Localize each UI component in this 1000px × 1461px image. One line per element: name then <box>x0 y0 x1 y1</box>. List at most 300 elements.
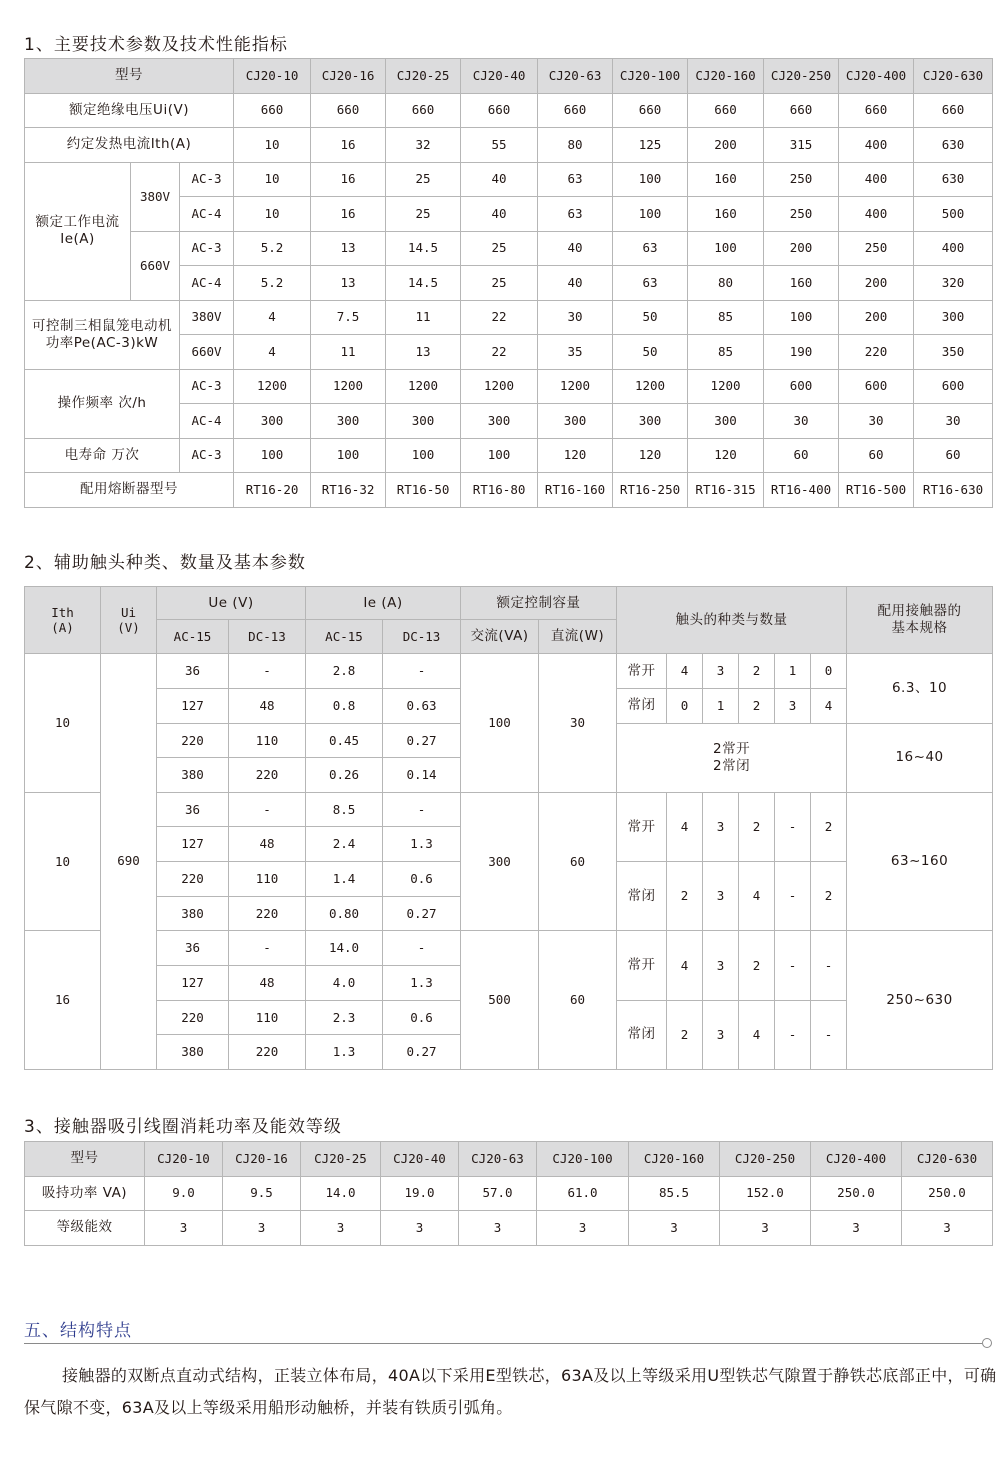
t1-cell: 85 <box>688 335 764 370</box>
t2-nc-label: 常闭 <box>617 688 667 723</box>
t1-cell: 30 <box>764 404 839 439</box>
t2-cell: 36 <box>157 792 229 827</box>
t2-cell: 2 <box>667 862 703 931</box>
t2-cell: 0.8 <box>306 688 383 723</box>
structure-paragraph: 接触器的双断点直动式结构，正装立体布局，40A以下采用E型铁芯，63A及以上等级采用U型铁芯气隙置于静铁芯底部正中，可确保气隙不变，63A及以上等级采用船形动触桥，并装有铁质引弧角。 <box>24 1366 997 1417</box>
t1-cell: RT16-20 <box>234 473 311 508</box>
t1-model: CJ20-400 <box>839 59 914 94</box>
t2-cell: 0.6 <box>383 862 461 897</box>
t2-cell: 0.63 <box>383 688 461 723</box>
t1-cell: 400 <box>839 128 914 163</box>
t2-no-label: 常开 <box>617 931 667 1000</box>
divider-end-dot <box>982 1338 992 1348</box>
t1-cell: 4 <box>234 335 311 370</box>
t1-cell: 4 <box>234 300 311 335</box>
t1-cell: 630 <box>914 162 993 197</box>
t1-cell: 63 <box>538 197 613 232</box>
t2-cell: 380 <box>157 1035 229 1070</box>
t1-cell: 40 <box>461 162 538 197</box>
t1-model: CJ20-630 <box>914 59 993 94</box>
t2-cell: 3 <box>703 931 739 1000</box>
t3-cell: 14.0 <box>301 1176 381 1211</box>
t2-cell: 2 <box>811 792 847 861</box>
t1-cell: 300 <box>386 404 461 439</box>
t1-category-label: AC-3 <box>180 369 234 404</box>
t1-cell: 200 <box>764 231 839 266</box>
t2-cell: 2 <box>739 931 775 1000</box>
t1-cell: 35 <box>538 335 613 370</box>
t3-cell: 3 <box>301 1211 381 1246</box>
t2-capacity-header: 额定控制容量 <box>461 587 617 620</box>
t1-cell: 1200 <box>538 369 613 404</box>
t2-no-label: 常开 <box>617 654 667 689</box>
t1-row-label: 操作频率 次/h <box>25 369 180 438</box>
t2-ith-value: 10 <box>25 792 101 931</box>
t1-cell: 30 <box>839 404 914 439</box>
t2-cell: 2.3 <box>306 1000 383 1035</box>
t2-cell: 14.0 <box>306 931 383 966</box>
t2-spec-value: 250~630 <box>847 931 993 1070</box>
t2-ac-va-value: 500 <box>461 931 539 1070</box>
t2-cell: 1 <box>703 688 739 723</box>
t2-cell: 4 <box>739 862 775 931</box>
t2-cell: 3 <box>703 792 739 861</box>
t3-cell: 3 <box>459 1211 537 1246</box>
t1-cell: 200 <box>839 300 914 335</box>
t1-cell: 5.2 <box>234 231 311 266</box>
t2-cell: 4.0 <box>306 966 383 1001</box>
t2-cell: 1.3 <box>306 1035 383 1070</box>
t1-model: CJ20-63 <box>538 59 613 94</box>
t3-model: CJ20-100 <box>537 1142 629 1177</box>
t3-cell: 152.0 <box>720 1176 811 1211</box>
t1-model: CJ20-160 <box>688 59 764 94</box>
t3-model: CJ20-63 <box>459 1142 537 1177</box>
t3-row-label: 等级能效 <box>25 1211 145 1246</box>
t1-cell: 25 <box>461 266 538 301</box>
t2-cell: 4 <box>667 654 703 689</box>
t1-cell: 660 <box>613 93 688 128</box>
section-divider <box>24 1343 982 1344</box>
t1-cell: RT16-630 <box>914 473 993 508</box>
t2-cell: 4 <box>811 688 847 723</box>
t1-cell: 80 <box>688 266 764 301</box>
t2-row <box>25 654 993 689</box>
t2-header-row-1 <box>25 587 993 620</box>
t2-spec-header: 配用接触器的 基本规格 <box>847 587 993 654</box>
t3-cell: 19.0 <box>381 1176 459 1211</box>
t2-cell: 0.26 <box>306 758 383 793</box>
t1-fuse-row <box>25 473 993 508</box>
t1-cell: 22 <box>461 300 538 335</box>
t1-cell: 30 <box>538 300 613 335</box>
t2-cell: 380 <box>157 758 229 793</box>
t1-cell: 25 <box>461 231 538 266</box>
t1-cell: 40 <box>538 266 613 301</box>
t1-life-row <box>25 438 993 473</box>
t1-category-label: AC-4 <box>180 197 234 232</box>
t1-model: CJ20-10 <box>234 59 311 94</box>
t1-cell: 63 <box>538 162 613 197</box>
t1-cell: 320 <box>914 266 993 301</box>
t1-cell: 1200 <box>613 369 688 404</box>
t1-cell: 85 <box>688 300 764 335</box>
section5-title: 五、结构特点 <box>24 1321 132 1341</box>
t2-ui-cell <box>101 654 157 1070</box>
t1-cell: 125 <box>613 128 688 163</box>
t2-dc-w-value: 60 <box>539 792 617 931</box>
t1-cell: 16 <box>311 197 386 232</box>
t1-cell: 660 <box>234 93 311 128</box>
t1-freq-ac3-row <box>25 369 993 404</box>
t1-cell: RT16-400 <box>764 473 839 508</box>
t1-cell: 10 <box>234 197 311 232</box>
t2-cell: 110 <box>229 862 306 897</box>
t2-cell: - <box>811 931 847 1000</box>
t2-spec-value: 6.3、10 <box>847 654 993 723</box>
t2-cell: 0 <box>667 688 703 723</box>
t3-model: CJ20-400 <box>811 1142 902 1177</box>
t2-cell: 1.3 <box>383 827 461 862</box>
t2-cell: 1 <box>775 654 811 689</box>
t1-cell: 1200 <box>234 369 311 404</box>
t1-cell: 160 <box>688 197 764 232</box>
t2-cell: 0.45 <box>306 723 383 758</box>
t2-cell: 48 <box>229 688 306 723</box>
t2-cell: 0.80 <box>306 896 383 931</box>
t2-ac-va-value: 100 <box>461 654 539 793</box>
t1-voltage-label: 380V <box>180 300 234 335</box>
section3-title: 3、接触器吸引线圈消耗功率及能效等级 <box>24 1117 342 1137</box>
t1-cell: 660 <box>688 93 764 128</box>
t1-cell: 16 <box>311 162 386 197</box>
t1-cell: 10 <box>234 128 311 163</box>
t2-cell: 48 <box>229 966 306 1001</box>
t1-row-label: 额定工作电流 Ie(A) <box>25 162 131 300</box>
t1-cell: 660 <box>461 93 538 128</box>
t2-cell: 8.5 <box>306 792 383 827</box>
t1-cell: 300 <box>461 404 538 439</box>
t1-model: CJ20-100 <box>613 59 688 94</box>
t1-cell: 63 <box>613 266 688 301</box>
t2-cell: 2.4 <box>306 827 383 862</box>
t1-cell: 250 <box>764 162 839 197</box>
t2-nc-label: 常闭 <box>617 1000 667 1069</box>
t1-cell: 60 <box>914 438 993 473</box>
t1-cell: 1200 <box>311 369 386 404</box>
t2-cell: 0.27 <box>383 896 461 931</box>
t1-model: CJ20-16 <box>311 59 386 94</box>
t1-wc-660-ac3-row <box>25 231 993 266</box>
t1-cell: 315 <box>764 128 839 163</box>
t2-cell: 2.8 <box>306 654 383 689</box>
t2-combo-value: 2常开 2常闭 <box>617 723 847 792</box>
t3-model: CJ20-10 <box>145 1142 223 1177</box>
t3-cell: 3 <box>629 1211 720 1246</box>
t3-cell: 9.5 <box>223 1176 301 1211</box>
t2-cell: - <box>775 792 811 861</box>
t2-cell: 0.14 <box>383 758 461 793</box>
t3-grade-row <box>25 1211 993 1246</box>
t1-cell: 160 <box>764 266 839 301</box>
t3-model: CJ20-40 <box>381 1142 459 1177</box>
t2-cell: 0.6 <box>383 1000 461 1035</box>
t2-cell: 127 <box>157 827 229 862</box>
t2-ue-header: Ue (V) <box>157 587 306 620</box>
t2-cell: - <box>775 1000 811 1069</box>
t3-power-row <box>25 1176 993 1211</box>
t1-voltage-label: 660V <box>131 231 180 300</box>
t1-cell: 660 <box>538 93 613 128</box>
t3-model: CJ20-160 <box>629 1142 720 1177</box>
t1-cell: 40 <box>461 197 538 232</box>
t2-spec-value: 16~40 <box>847 723 993 792</box>
t3-cell: 3 <box>145 1211 223 1246</box>
t3-cell: 85.5 <box>629 1176 720 1211</box>
t2-cell: - <box>383 931 461 966</box>
t1-row-label: 可控制三相鼠笼电动机 功率Pe(AC-3)kW <box>25 300 180 369</box>
t1-cell: 500 <box>914 197 993 232</box>
t2-cell: 127 <box>157 688 229 723</box>
t2-ac-va-header: 交流(VA) <box>461 620 539 654</box>
t3-cell: 61.0 <box>537 1176 629 1211</box>
coil-power-table <box>24 1141 993 1246</box>
t1-cell: 120 <box>688 438 764 473</box>
t2-ui-value: 690 <box>117 853 140 869</box>
t2-ui-header: Ui (V) <box>101 587 157 654</box>
t1-cell: 100 <box>311 438 386 473</box>
t1-cell: 16 <box>311 128 386 163</box>
t2-cell: 0.27 <box>383 1035 461 1070</box>
t2-spec-value: 63~160 <box>847 792 993 931</box>
t3-cell: 250.0 <box>811 1176 902 1211</box>
t2-cell: 220 <box>229 758 306 793</box>
t2-cell: 1.4 <box>306 862 383 897</box>
t2-ith-value: 10 <box>25 654 101 793</box>
t2-cell: 220 <box>229 896 306 931</box>
t3-cell: 3 <box>223 1211 301 1246</box>
t1-cell: 25 <box>386 162 461 197</box>
t2-nc-label: 常闭 <box>617 862 667 931</box>
t1-cell: 160 <box>688 162 764 197</box>
t2-cell: - <box>383 654 461 689</box>
t1-cell: 120 <box>538 438 613 473</box>
t3-model: CJ20-16 <box>223 1142 301 1177</box>
t1-cell: 400 <box>914 231 993 266</box>
t1-cell: 63 <box>613 231 688 266</box>
t3-cell: 3 <box>720 1211 811 1246</box>
t2-cell: - <box>383 792 461 827</box>
t1-cell: RT16-32 <box>311 473 386 508</box>
t2-cell: 3 <box>703 654 739 689</box>
t2-cell: 36 <box>157 931 229 966</box>
t1-category-label: AC-3 <box>180 438 234 473</box>
t1-row-label: 电寿命 万次 <box>25 438 180 473</box>
t2-ith-header: Ith (A) <box>25 587 101 654</box>
t1-cell: 32 <box>386 128 461 163</box>
t1-cell: 600 <box>914 369 993 404</box>
t2-ith-value: 16 <box>25 931 101 1070</box>
t2-cell: 2 <box>739 654 775 689</box>
t1-cell: 400 <box>839 197 914 232</box>
t1-cell: RT16-315 <box>688 473 764 508</box>
t1-cell: 220 <box>839 335 914 370</box>
t1-cell: 1200 <box>461 369 538 404</box>
aux-contacts-table <box>24 586 993 1070</box>
t1-cell: 660 <box>311 93 386 128</box>
t3-model: CJ20-250 <box>720 1142 811 1177</box>
t2-ie-ac15-header: AC-15 <box>306 620 383 654</box>
t2-cell: 110 <box>229 1000 306 1035</box>
t1-cell: 120 <box>613 438 688 473</box>
t2-cell: 2 <box>739 792 775 861</box>
t2-dc-w-value: 60 <box>539 931 617 1070</box>
t3-cell: 57.0 <box>459 1176 537 1211</box>
t2-cell: 4 <box>667 792 703 861</box>
t2-no-label: 常开 <box>617 792 667 861</box>
t2-ie-dc13-header: DC-13 <box>383 620 461 654</box>
main-params-table <box>24 58 993 508</box>
t1-heating-row <box>25 128 993 163</box>
t1-cell: 630 <box>914 128 993 163</box>
t2-cell: - <box>811 1000 847 1069</box>
t1-cell: 13 <box>386 335 461 370</box>
t2-cell: 4 <box>739 1000 775 1069</box>
t1-cell: 300 <box>914 300 993 335</box>
t1-cell: 100 <box>613 197 688 232</box>
t1-cell: 300 <box>234 404 311 439</box>
t1-cell: 100 <box>386 438 461 473</box>
t3-model-label: 型号 <box>25 1142 145 1177</box>
t1-cell: 10 <box>234 162 311 197</box>
t1-cell: 55 <box>461 128 538 163</box>
t2-ue-ac15-header: AC-15 <box>157 620 229 654</box>
t1-cell: 80 <box>538 128 613 163</box>
t2-cell: 1.3 <box>383 966 461 1001</box>
t3-cell: 3 <box>537 1211 629 1246</box>
t1-row-label: 配用熔断器型号 <box>25 473 234 508</box>
t1-category-label: AC-3 <box>180 162 234 197</box>
t2-cell: - <box>229 792 306 827</box>
t1-cell: 400 <box>839 162 914 197</box>
t1-cell: 300 <box>688 404 764 439</box>
t2-cell: 36 <box>157 654 229 689</box>
t1-motor-380-row <box>25 300 993 335</box>
section2-title: 2、辅助触头种类、数量及基本参数 <box>24 553 306 573</box>
t1-cell: 14.5 <box>386 266 461 301</box>
t2-cell: 3 <box>703 1000 739 1069</box>
t2-cell: 4 <box>667 931 703 1000</box>
t1-cell: 660 <box>764 93 839 128</box>
t2-ie-header: Ie (A) <box>306 587 461 620</box>
t3-model: CJ20-630 <box>902 1142 993 1177</box>
t1-model: CJ20-40 <box>461 59 538 94</box>
t2-cell: 220 <box>157 862 229 897</box>
t1-cell: 200 <box>688 128 764 163</box>
t1-cell: 100 <box>688 231 764 266</box>
t2-row <box>25 792 993 827</box>
t1-cell: 60 <box>764 438 839 473</box>
t1-cell: 14.5 <box>386 231 461 266</box>
t2-cell: - <box>775 931 811 1000</box>
t1-cell: RT16-500 <box>839 473 914 508</box>
t1-cell: 50 <box>613 300 688 335</box>
t1-cell: 100 <box>234 438 311 473</box>
t2-cell: - <box>229 654 306 689</box>
t1-category-label: AC-3 <box>180 231 234 266</box>
t2-contacts-header: 触头的种类与数量 <box>617 587 847 654</box>
t1-model: CJ20-25 <box>386 59 461 94</box>
t1-row-label: 额定绝缘电压Ui(V) <box>25 93 234 128</box>
t1-cell: 50 <box>613 335 688 370</box>
t1-voltage-label: 660V <box>180 335 234 370</box>
t1-cell: 350 <box>914 335 993 370</box>
t1-cell: 25 <box>386 197 461 232</box>
t2-cell: 0.27 <box>383 723 461 758</box>
t1-insulation-row <box>25 93 993 128</box>
t1-cell: 660 <box>839 93 914 128</box>
t2-cell: 3 <box>775 688 811 723</box>
t3-cell: 3 <box>902 1211 993 1246</box>
t3-header-row <box>25 1142 993 1177</box>
t2-cell: 2 <box>811 862 847 931</box>
t1-cell: 7.5 <box>311 300 386 335</box>
t1-cell: RT16-50 <box>386 473 461 508</box>
t3-row-label: 吸持功率 VA) <box>25 1176 145 1211</box>
t1-cell: 300 <box>538 404 613 439</box>
t2-dc-w-header: 直流(W) <box>539 620 617 654</box>
t3-model: CJ20-25 <box>301 1142 381 1177</box>
t2-ue-dc13-header: DC-13 <box>229 620 306 654</box>
t1-cell: 250 <box>764 197 839 232</box>
t2-cell: 0 <box>811 654 847 689</box>
t1-cell: 30 <box>914 404 993 439</box>
t1-cell: 100 <box>613 162 688 197</box>
t1-cell: 600 <box>764 369 839 404</box>
t1-cell: 13 <box>311 231 386 266</box>
t1-cell: 1200 <box>386 369 461 404</box>
t2-cell: 220 <box>157 723 229 758</box>
t2-cell: 110 <box>229 723 306 758</box>
t2-cell: - <box>229 931 306 966</box>
t1-cell: 22 <box>461 335 538 370</box>
t2-dc-w-value: 30 <box>539 654 617 793</box>
t1-cell: 300 <box>613 404 688 439</box>
t1-wc-380-ac3-row <box>25 162 993 197</box>
section1-title: 1、主要技术参数及技术性能指标 <box>24 35 288 55</box>
t2-cell: 48 <box>229 827 306 862</box>
t1-model-label: 型号 <box>25 59 234 94</box>
t2-cell: 220 <box>157 1000 229 1035</box>
t1-cell: 660 <box>914 93 993 128</box>
t2-cell: - <box>775 862 811 931</box>
t1-cell: RT16-160 <box>538 473 613 508</box>
t1-cell: 1200 <box>688 369 764 404</box>
t1-cell: 11 <box>386 300 461 335</box>
t1-cell: 200 <box>839 266 914 301</box>
t1-cell: RT16-80 <box>461 473 538 508</box>
t1-cell: 40 <box>538 231 613 266</box>
t1-cell: 100 <box>461 438 538 473</box>
t2-cell: 380 <box>157 896 229 931</box>
t2-row <box>25 931 993 966</box>
t1-cell: 13 <box>311 266 386 301</box>
t1-cell: RT16-250 <box>613 473 688 508</box>
t1-cell: 660 <box>386 93 461 128</box>
t1-cell: 190 <box>764 335 839 370</box>
t3-cell: 3 <box>381 1211 459 1246</box>
t1-category-label: AC-4 <box>180 266 234 301</box>
